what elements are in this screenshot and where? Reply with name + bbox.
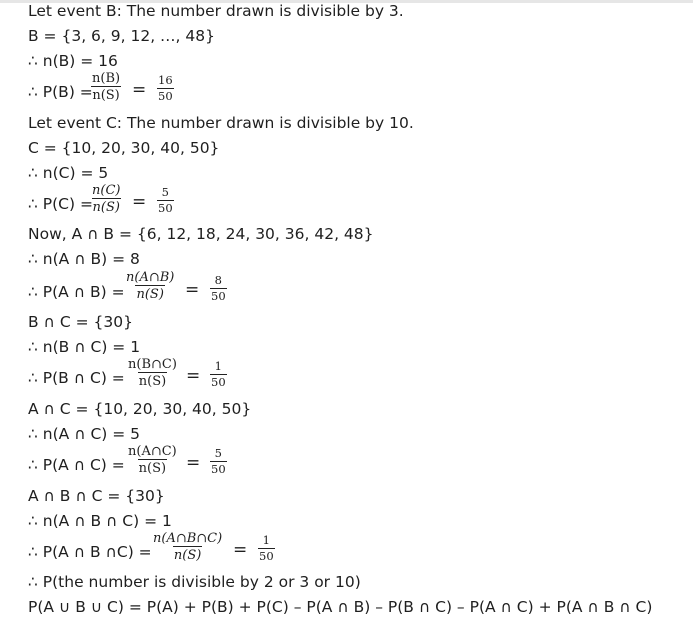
fraction-denominator: 50: [211, 461, 226, 476]
fraction-denominator: n(S): [136, 287, 164, 302]
p-abc-result: [258, 535, 275, 562]
fraction-denominator: 50: [158, 88, 173, 103]
fraction-numerator: 8: [214, 273, 222, 287]
event-b-definition: Let event B: The number drawn is divisible by 3.: [28, 2, 404, 20]
fraction-denominator: n(S): [92, 200, 120, 215]
fraction-denominator: 50: [211, 374, 226, 389]
inclusion-exclusion-formula: P(A ∪ B ∪ C) = P(A) + P(B) + P(C) – P(A ∩ B) – P(B ∩ C) – P(A ∩ C) + P(A ∩ B ∩ C): [28, 598, 653, 616]
fraction-numerator: n(A∩B∩C): [153, 531, 223, 546]
equals-sign: =: [185, 280, 200, 300]
set-b: B = {3, 6, 9, 12, …, 48}: [28, 27, 215, 45]
p-ac-result: [210, 448, 227, 475]
p-bc-fraction: [127, 358, 178, 388]
p-abc-fraction: [152, 532, 223, 562]
fraction-numerator: n(A∩B): [126, 270, 175, 285]
equals-sign: =: [132, 192, 147, 212]
p-bc-label: ∴ P(B ∩ C) =: [28, 369, 125, 387]
fraction-numerator: 1: [214, 359, 222, 373]
set-a-intersect-c: A ∩ C = {10, 20, 30, 40, 50}: [28, 400, 252, 418]
p-ab-fraction: [125, 271, 175, 301]
n-a-b-c-intersect: ∴ n(A ∩ B ∩ C) = 1: [28, 512, 172, 530]
p-c-label: ∴ P(C) =: [28, 195, 93, 213]
fraction-numerator: n(B∩C): [128, 357, 177, 372]
equals-sign: =: [186, 453, 201, 473]
equals-sign: =: [186, 366, 201, 386]
equals-sign: =: [132, 80, 147, 100]
p-ac-fraction: [127, 445, 178, 475]
fraction-denominator: 50: [211, 288, 226, 303]
fraction-numerator: 1: [262, 533, 270, 547]
fraction-numerator: 5: [161, 185, 169, 199]
fraction-numerator: n(C): [92, 183, 121, 198]
p-b-result: [157, 75, 174, 102]
p-bc-result: [210, 361, 227, 388]
set-a-b-c-intersect: A ∩ B ∩ C = {30}: [28, 487, 165, 505]
n-b-intersect-c: ∴ n(B ∩ C) = 1: [28, 338, 141, 356]
set-b-intersect-c: B ∩ C = {30}: [28, 313, 133, 331]
fraction-denominator: n(S): [138, 461, 167, 476]
n-a-intersect-c: ∴ n(A ∩ C) = 5: [28, 425, 141, 443]
fraction-denominator: 50: [259, 548, 274, 563]
p-b-fraction: [91, 72, 121, 102]
n-c: ∴ n(C) = 5: [28, 164, 109, 182]
p-c-result: [157, 187, 174, 214]
fraction-numerator: 5: [214, 446, 222, 460]
fraction-denominator: n(S): [173, 548, 202, 563]
p-c-fraction: [91, 184, 121, 214]
fraction-numerator: 16: [158, 73, 173, 87]
p-abc-label: ∴ P(A ∩ B ∩C) =: [28, 543, 152, 561]
fraction-numerator: n(B): [92, 71, 121, 86]
p-ab-label: ∴ P(A ∩ B) =: [28, 283, 125, 301]
set-c: C = {10, 20, 30, 40, 50}: [28, 139, 220, 157]
set-a-intersect-b: Now, A ∩ B = {6, 12, 18, 24, 30, 36, 42, 48}: [28, 225, 374, 243]
fraction-denominator: n(S): [92, 88, 120, 103]
p-b-label: ∴ P(B) =: [28, 83, 93, 101]
event-c-definition: Let event C: The number drawn is divisible by 10.: [28, 114, 414, 132]
equals-sign: =: [233, 540, 248, 560]
n-a-intersect-b: ∴ n(A ∩ B) = 8: [28, 250, 140, 268]
probability-statement: ∴ P(the number is divisible by 2 or 3 or 10): [28, 573, 361, 591]
p-ac-label: ∴ P(A ∩ C) =: [28, 456, 125, 474]
fraction-numerator: n(A∩C): [128, 444, 177, 459]
fraction-denominator: n(S): [138, 374, 167, 389]
n-b: ∴ n(B) = 16: [28, 52, 118, 70]
p-ab-result: [210, 275, 227, 302]
fraction-denominator: 50: [158, 200, 173, 215]
